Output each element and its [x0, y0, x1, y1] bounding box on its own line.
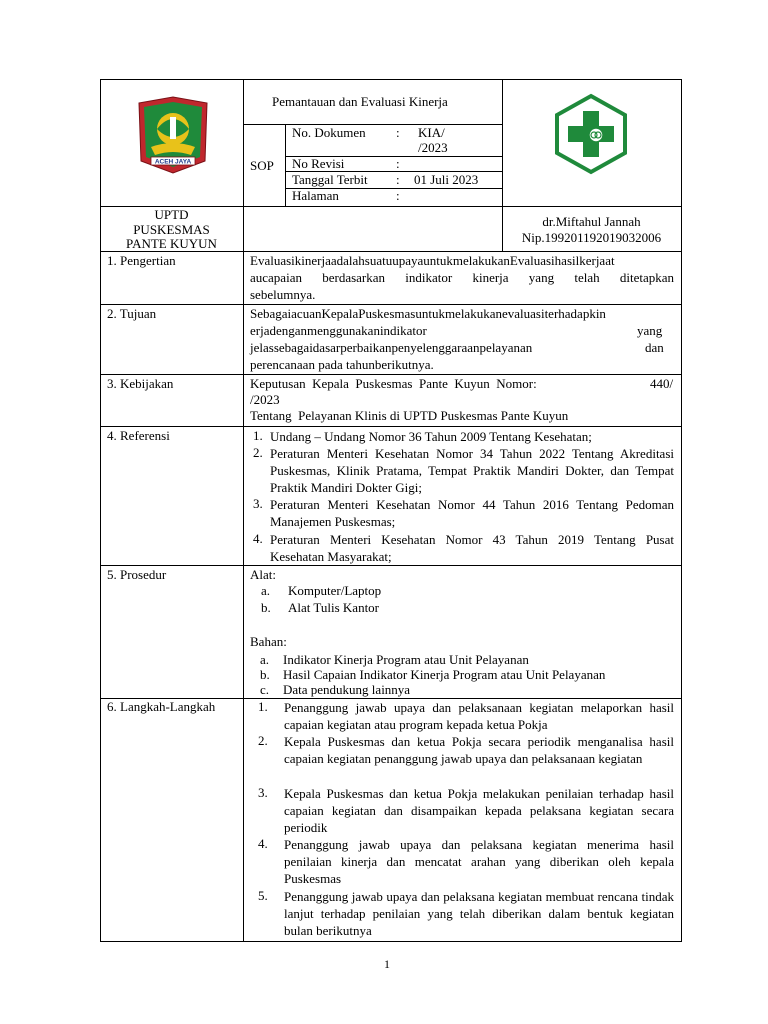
langkah-item-2: Kepala Puskesmas dan ketua Pokja secara periodik menganalisa hasil capaian kegiatan penanggung jawab upaya dan pelaksanaan kegiatan	[284, 734, 674, 766]
puskesmas-logo-icon	[553, 93, 629, 175]
alat-item-2: Alat Tulis Kantor	[288, 600, 380, 615]
bahan-marker-a: a.	[260, 652, 270, 667]
bahan-item-2: Hasil Capaian Indikator Kinerja Program atau Unit Pelayanan	[283, 667, 606, 682]
referensi-num-4: 4.	[253, 531, 263, 546]
referensi-label: 4. Referensi	[107, 428, 170, 443]
langkah-num-3: 3.	[258, 785, 268, 800]
referensi-item-1: Undang – Undang Nomor 36 Tahun 2009 Tentang Kesehatan;	[270, 429, 592, 444]
alat-label: Alat:	[250, 567, 276, 582]
aceh-jaya-emblem-icon	[133, 95, 213, 175]
kebijakan-line-1b: 440/	[650, 376, 674, 391]
bahan-item-3: Data pendukung lainnya	[283, 682, 411, 697]
tujuan-line-2b: yang	[637, 323, 663, 338]
org-line-1: UPTD	[154, 207, 189, 222]
logo-aceh-jaya	[133, 95, 213, 175]
doc-no-colon: :	[396, 125, 400, 140]
bahan-item-1: Indikator Kinerja Program atau Unit Pelayanan	[283, 652, 529, 667]
pengertian-label: 1. Pengertian	[107, 253, 176, 268]
bahan-marker-c: c.	[260, 682, 270, 697]
logo-puskesmas	[553, 93, 629, 175]
pengertian-line-3: sebelumnya.	[250, 287, 316, 302]
page-title: Pemantauan dan Evaluasi Kinerja	[272, 94, 448, 109]
kebijakan-line-2: /2023	[250, 392, 280, 407]
doc-no-value-2: /2023	[418, 140, 448, 155]
terbit-value: 01 Juli 2023	[414, 172, 479, 187]
revisi-colon: :	[396, 156, 400, 171]
revisi-label: No Revisi	[292, 156, 345, 171]
tujuan-line-4: perencanaan pada tahunberikutnya.	[250, 357, 434, 372]
langkah-item-3: Kepala Puskesmas dan ketua Pokja melakukan penilaian terhadap hasil capaian kegiatan dan disampaikan kepada pelaksana kegiatan secara periodik	[284, 786, 674, 835]
alat-item-1: Komputer/Laptop	[288, 583, 382, 598]
tujuan-line-1: SebagaiacuanKepalaPuskesmasuntukmelakukanevaluasiterhadapkin	[250, 306, 606, 321]
langkah-item-4: Penanggung jawab upaya dan pelaksana kegiatan menerima hasil penilaian kinerja dan mencatat arahan yang diberikan oleh kepala Puskesmas	[284, 837, 674, 886]
langkah-label: 6. Langkah-Langkah	[107, 699, 216, 714]
alat-marker-a: a.	[261, 583, 271, 598]
bahan-marker-b: b.	[260, 667, 270, 682]
signer-name: dr.Miftahul Jannah	[542, 214, 641, 229]
terbit-label: Tanggal Terbit	[292, 172, 368, 187]
pengertian-line-1: EvaluasikinerjaadalahsuatuupayauntukmelakukanEvaluasihasilkerjaat	[250, 253, 615, 268]
sop-label: SOP	[250, 158, 274, 173]
pengertian-line-2: aucapaian berdasarkan indikator kinerja yang telah ditetapkan	[250, 270, 674, 285]
alat-marker-b: b.	[261, 600, 271, 615]
page-number: 1	[384, 957, 390, 971]
langkah-num-4: 4.	[258, 836, 268, 851]
referensi-num-3: 3.	[253, 496, 263, 511]
langkah-num-5: 5.	[258, 888, 268, 903]
doc-no-value-1: KIA/	[418, 125, 445, 140]
kebijakan-line-3: Tentang Pelayanan Klinis di UPTD Puskesmas Pante Kuyun	[250, 408, 569, 423]
kebijakan-label: 3. Kebijakan	[107, 376, 174, 391]
langkah-num-2: 2.	[258, 733, 268, 748]
halaman-colon: :	[396, 188, 400, 203]
langkah-item-1: Penanggung jawab upaya dan pelaksanaan kegiatan melaporkan hasil capaian kegiatan atau program kepada ketua Pokja	[284, 700, 674, 732]
referensi-item-2: Peraturan Menteri Kesehatan Nomor 34 Tahun 2022 Tentang Akreditasi Puskesmas, Klinik Pratama, Tempat Praktik Mandiri Dokter, dan Tempat Praktik Mandiri Dokter Gigi;	[270, 446, 674, 495]
tujuan-line-2a: erjadenganmenggunakanindikator	[250, 323, 427, 338]
org-line-2: PUSKESMAS	[133, 222, 210, 237]
referensi-num-2: 2.	[253, 445, 263, 460]
langkah-num-1: 1.	[258, 699, 268, 714]
terbit-colon: :	[396, 172, 400, 187]
referensi-num-1: 1.	[253, 428, 263, 443]
logo-left-text: ACEH JAYA	[154, 158, 192, 166]
halaman-label: Halaman	[292, 188, 339, 203]
signer-nip: Nip.199201192019032006	[521, 230, 662, 245]
referensi-item-4: Peraturan Menteri Kesehatan Nomor 43 Tahun 2019 Tentang Pusat Kesehatan Masyarakat;	[270, 532, 674, 564]
tujuan-label: 2. Tujuan	[107, 306, 157, 321]
kebijakan-line-1a: Keputusan Kepala Puskesmas Pante Kuyun Nomor:	[250, 376, 537, 391]
tujuan-line-3a: jelassebagaidasarperbaikanpenyelenggaraanpelayanan	[250, 340, 533, 355]
referensi-item-3: Peraturan Menteri Kesehatan Nomor 44 Tahun 2016 Tentang Pedoman Manajemen Puskesmas;	[270, 497, 674, 529]
org-line-3: PANTE KUYUN	[126, 236, 217, 251]
prosedur-label: 5. Prosedur	[107, 567, 167, 582]
bahan-label: Bahan:	[250, 634, 287, 649]
doc-no-label: No. Dokumen	[292, 125, 366, 140]
langkah-item-5: Penanggung jawab upaya dan pelaksana kegiatan membuat rencana tindak lanjut terhadap penilaian yang telah diberikan dalam bentuk kegiatan bulan berikutnya	[284, 889, 674, 938]
tujuan-line-3b: dan	[645, 340, 664, 355]
